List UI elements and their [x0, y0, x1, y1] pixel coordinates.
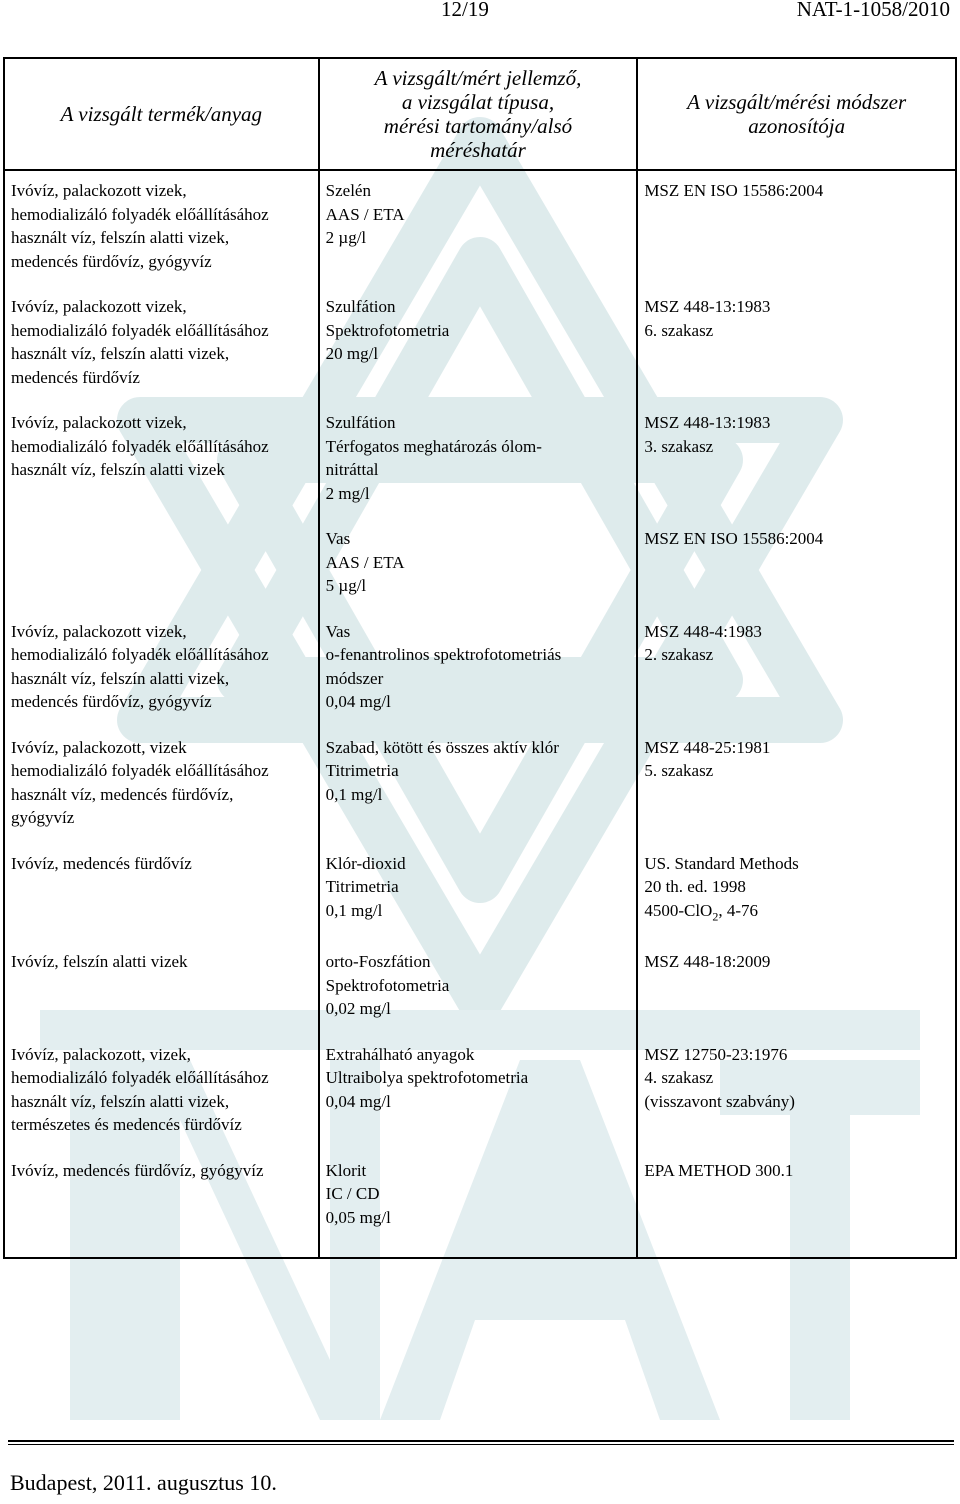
method-cell: MSZ EN ISO 15586:2004 — [644, 181, 824, 200]
characteristic-cell: Klorit IC / CD 0,05 mg/l — [325, 1160, 391, 1227]
table-row — [4, 843, 956, 942]
product-cell — [5, 518, 318, 540]
page-header — [0, 0, 960, 24]
table-row — [4, 286, 956, 402]
product-cell: Ivóvíz, medencés fürdővíz, gyógyvíz — [11, 1160, 264, 1180]
product-cell: Ivóvíz, felszín alatti vizek — [11, 952, 188, 972]
document-id: NAT-1-1058/2010 — [796, 0, 950, 21]
table-row — [4, 611, 956, 727]
method-formula: 4500-ClO$_2$, 4-76 — [644, 900, 758, 923]
product-cell: Ivóvíz, palackozott vizek, hemodializáló folyadék előállításához használt víz, felszín alatti vizek — [11, 413, 269, 479]
table-row — [4, 727, 956, 843]
method-cell: MSZ 12750-23:1976 4. szakasz (visszavont szabvány) — [644, 1044, 795, 1111]
footer-divider-thin — [8, 1444, 954, 1445]
table-row — [4, 170, 956, 286]
product-cell: Ivóvíz, palackozott, vizek, hemodializáló folyadék előállításához használt víz, felszín alatti vizek, természetes és medencés fürdővíz — [11, 1044, 269, 1135]
header-method: A vizsgált/mérési módszer azonosítója — [637, 58, 956, 170]
header-characteristic: A vizsgált/mért jellemző, a vizsgálat típusa, mérési tartomány/alsó méréshatár — [319, 58, 638, 170]
characteristic-cell: Klór-dioxid Titrimetria 0,1 mg/l — [325, 853, 406, 920]
product-cell: Ivóvíz, medencés fürdővíz — [11, 853, 192, 873]
method-line: US. Standard Methods — [644, 853, 799, 873]
product-cell: Ivóvíz, palackozott vizek, hemodializáló folyadék előállításához használt víz, felszín alatti vizek, medencés fürdővíz — [11, 297, 269, 387]
characteristic-cell: orto-Foszfátion Spektrofotometria 0,02 mg/l — [325, 952, 450, 1019]
characteristic-cell: Vas AAS / ETA 5 µg/l — [325, 529, 405, 595]
characteristic-cell: Szulfátion Spektrofotometria 20 mg/l — [325, 297, 450, 363]
table-row — [4, 1150, 956, 1258]
product-cell: Ivóvíz, palackozott vizek, hemodializáló folyadék előállításához használt víz, felszín alatti vizek, medencés fürdővíz, gyógyvíz — [11, 181, 269, 271]
method-cell: MSZ 448-13:1983 3. szakasz — [644, 413, 771, 456]
method-cell: EPA METHOD 300.1 — [644, 1160, 794, 1180]
characteristic-cell: Szelén AAS / ETA 2 µg/l — [325, 181, 405, 247]
footer-place-date: Budapest, 2011. augusztus 10. — [10, 1470, 277, 1495]
page-number: 12/19 — [441, 0, 489, 21]
characteristic-cell: Extrahálható anyagok Ultraibolya spektrofotometria 0,04 mg/l — [325, 1044, 529, 1111]
method-cell: MSZ 448-18:2009 — [644, 952, 771, 972]
table-row — [4, 941, 956, 1034]
table-row — [4, 518, 956, 611]
method-cell: MSZ 448-25:1981 5. szakasz — [644, 737, 771, 780]
method-cell: MSZ EN ISO 15586:2004 — [644, 529, 824, 548]
method-cell: MSZ 448-13:1983 6. szakasz — [644, 297, 771, 340]
method-cell: MSZ 448-4:1983 2. szakasz — [644, 621, 762, 664]
product-cell: Ivóvíz, palackozott, vizek hemodializáló folyadék előállításához használt víz, medencés fürdővíz, gyógyvíz — [11, 737, 269, 827]
characteristic-cell: Szabad, kötött és összes aktív klór Titrimetria 0,1 mg/l — [325, 737, 559, 804]
method-cell — [638, 843, 955, 942]
product-cell: Ivóvíz, palackozott vizek, hemodializáló folyadék előállításához használt víz, felszín alatti vizek, medencés fürdővíz, gyógyvíz — [11, 621, 269, 711]
table-row — [4, 1034, 956, 1150]
table-header-row — [4, 58, 956, 170]
characteristic-cell: Vas o-fenantrolinos spektrofotometriás módszer 0,04 mg/l — [325, 621, 562, 711]
table-row — [4, 402, 956, 518]
header-product: A vizsgált termék/anyag — [4, 58, 319, 170]
characteristic-cell: Szulfátion Térfogatos meghatározás ólom- nitráttal 2 mg/l — [325, 413, 542, 503]
method-line: 20 th. ed. 1998 — [644, 877, 746, 896]
footer-divider — [8, 1440, 954, 1442]
accreditation-table — [3, 57, 957, 1259]
